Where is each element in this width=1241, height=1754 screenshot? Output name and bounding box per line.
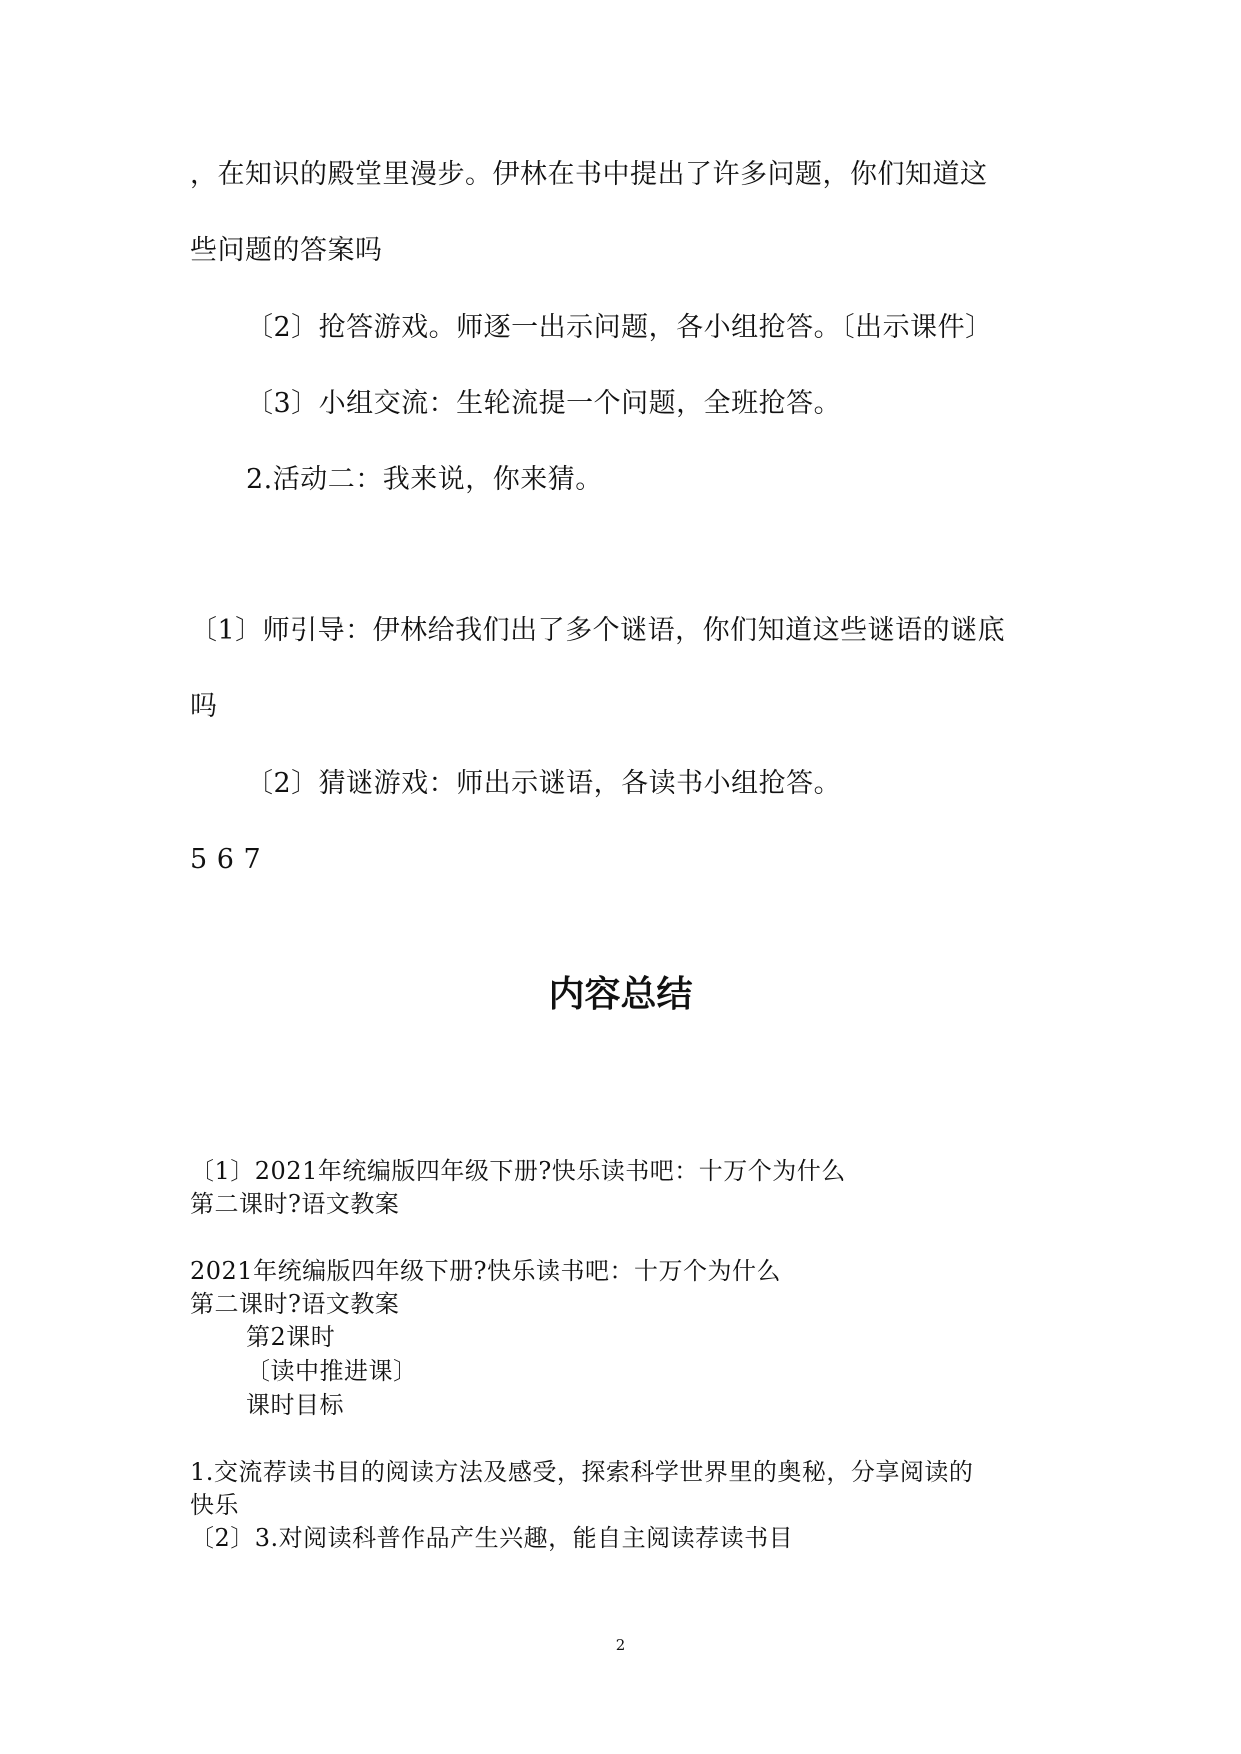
paragraph: 〔2〕猜谜游戏：师出示谜语，各读书小组抢答。 [246,768,842,799]
paragraph-line: 些问题的答案吗 [190,235,383,266]
summary-line: 2021年统编版四年级下册?快乐读书吧：十万个为什么 [190,1257,781,1285]
summary-line: 第二课时?语文教案 [190,1290,400,1318]
summary-line: 1.交流荐读书目的阅读方法及感受，探索科学世界里的奥秘，分享阅读的 [190,1458,974,1486]
summary-line: 课时目标 [246,1391,344,1419]
page-number: 2 [615,1636,626,1654]
summary-line: 〔2〕3.对阅读科普作品产生兴趣，能自主阅读荐读书目 [190,1524,794,1552]
paragraph: 〔2〕抢答游戏。师逐一出示问题，各小组抢答。〔出示课件〕 [246,312,993,343]
summary-line: 第2课时 [246,1323,336,1351]
paragraph-line: ，在知识的殿堂里漫步。伊林在书中提出了许多问题，你们知道这 [190,159,988,190]
summary-line: 〔1〕2021年统编版四年级下册?快乐读书吧：十万个为什么 [190,1157,846,1185]
section-heading: 内容总结 [548,974,693,1015]
summary-line: 第二课时?语文教案 [190,1190,400,1218]
summary-line: 快乐 [190,1491,239,1519]
paragraph-line: 吗 [190,691,218,722]
paragraph: 5 6 7 [190,844,262,875]
paragraph-line: 〔1〕师引导：伊林给我们出了多个谜语，你们知道这些谜语的谜底 [190,615,1006,646]
summary-line: 〔读中推进课〕 [246,1357,418,1385]
paragraph: 〔3〕小组交流：生轮流提一个问题，全班抢答。 [246,388,842,419]
paragraph: 2.活动二：我来说，你来猜。 [246,464,603,495]
